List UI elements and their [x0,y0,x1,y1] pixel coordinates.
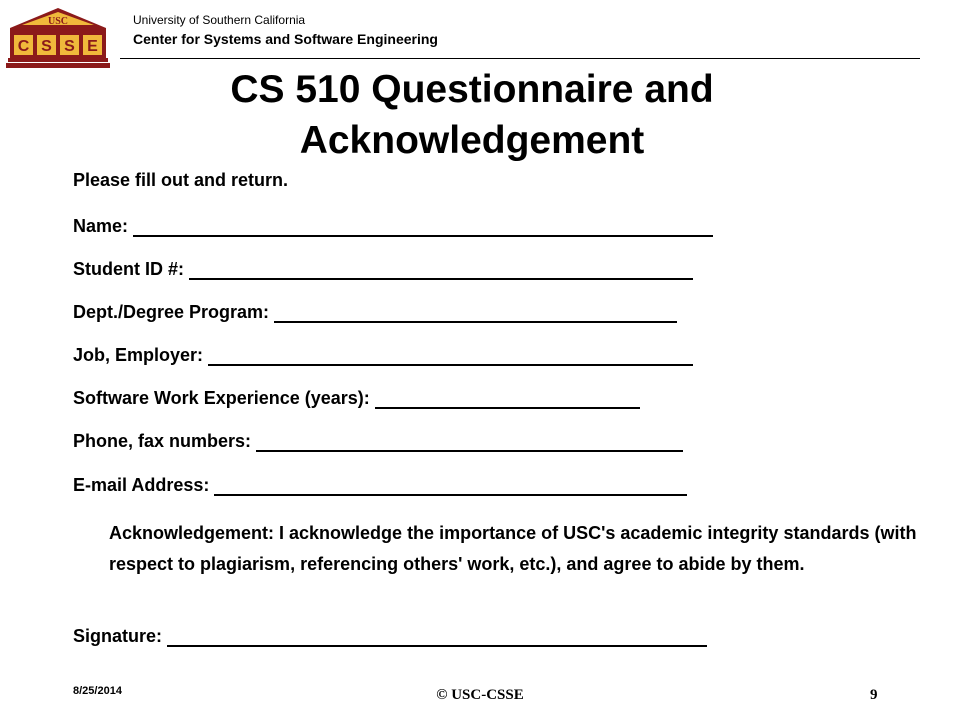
page-title: CS 510 Questionnaire and Acknowledgement [230,68,714,162]
logo-letter: E [87,38,98,55]
dept-degree-label: Dept./Degree Program: [73,302,270,322]
logo-step [6,63,110,68]
work-experience-blank-line[interactable] [375,390,640,409]
phone-fax-field[interactable] [73,430,683,452]
email-label: E-mail Address: [73,475,210,495]
footer-copyright: © USC-CSSE [436,687,524,703]
logo-letter: S [64,38,75,55]
name-label: Name: [73,216,129,236]
job-employer-label: Job, Employer: [73,345,204,365]
university-name: University of Southern California [133,13,306,27]
dept-degree-field[interactable] [73,301,677,323]
phone-fax-blank-line[interactable] [256,433,683,452]
email-field[interactable] [73,474,687,496]
logo-step [8,58,108,62]
signature-blank-line[interactable] [167,628,707,647]
work-experience-field[interactable] [73,387,640,409]
email-blank-line[interactable] [214,477,687,496]
dept-degree-blank-line[interactable] [274,304,677,323]
usc-csse-logo [6,6,110,70]
job-employer-blank-line[interactable] [208,347,693,366]
name-blank-line[interactable] [133,218,713,237]
job-employer-field[interactable] [73,344,693,366]
signature-label: Signature: [73,626,163,646]
page-number: 9 [870,687,878,703]
student-id-blank-line[interactable] [189,261,693,280]
logo-usc-text: USC [47,16,69,27]
center-name: Center for Systems and Software Engineering [133,31,438,47]
logo-letter: S [41,38,52,55]
student-id-label: Student ID #: [73,259,184,279]
intro-text: Please fill out and return. [73,170,289,190]
acknowledgement-text: Acknowledgement: I acknowledge the importance of USC's academic integrity standards (with respect to plagiarism, referencing others' work, etc.), and agree to abide by them. [109,523,917,574]
signature-field[interactable] [73,625,707,647]
student-id-field[interactable] [73,258,693,280]
footer-date: 8/25/2014 [73,685,122,697]
name-field[interactable] [73,215,713,237]
logo-letter: C [17,38,30,55]
logo-beam [10,28,106,32]
work-experience-label: Software Work Experience (years): [73,388,370,408]
header-divider [120,58,920,59]
phone-fax-label: Phone, fax numbers: [73,431,252,451]
